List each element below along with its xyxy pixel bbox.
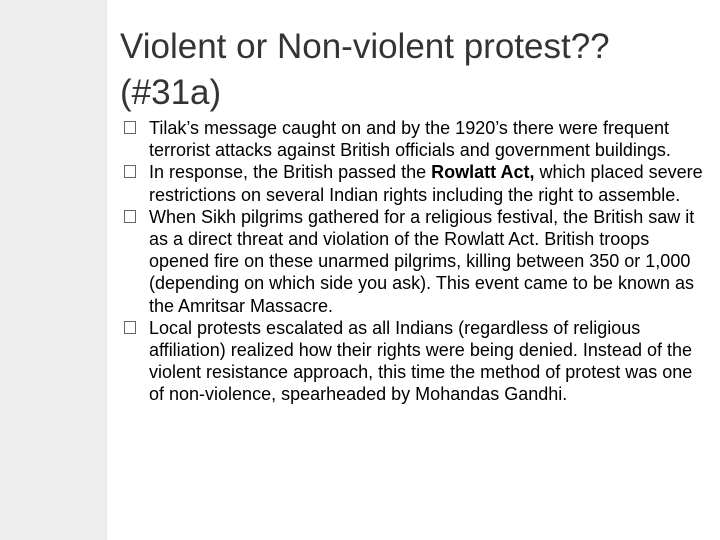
bullet-item-tilak: [124, 117, 704, 161]
slide-title: [120, 24, 700, 116]
bullet-text-post: which placed severe restrictions on several Indian rights including the right to assemble.: [149, 162, 703, 205]
bullet-square-icon: [124, 121, 136, 134]
bullet-text-bold: Rowlatt Act,: [431, 162, 535, 183]
bullet-item-amritsar: [124, 206, 704, 317]
bullet-square-icon: [124, 165, 136, 178]
left-band-divider: [106, 0, 107, 540]
bullet-text: Tilak’s message caught on and by the 1920’s there were frequent terrorist attacks against British officials and government buildings.: [149, 118, 671, 161]
bullet-square-icon: [124, 210, 136, 223]
left-decorative-band: [0, 0, 106, 540]
title-line-2: (#31a): [120, 73, 222, 112]
bullet-list: [124, 117, 704, 406]
bullet-text-pre: In response, the British passed the: [149, 162, 432, 183]
title-line-1: Violent or Non-violent protest??: [120, 27, 610, 66]
bullet-text: When Sikh pilgrims gathered for a religious festival, the British saw it as a direct threat and violation of the Rowlatt Act. British troops opened fire on these unarmed pilgrims, killing between 350 or 1,000 (depending on which side you ask). This event came to be known as the Amritsar Massacre.: [149, 206, 695, 316]
bullet-item-gandhi: [124, 317, 704, 406]
bullet-item-rowlatt: [124, 161, 704, 205]
bullet-square-icon: [124, 321, 136, 334]
bullet-text: Local protests escalated as all Indians (regardless of religious affiliation) realized how their rights were being denied. Instead of the violent resistance approach, this time the method of protest was one of non-violence, spearheaded by Mohandas Gandhi.: [149, 317, 693, 405]
